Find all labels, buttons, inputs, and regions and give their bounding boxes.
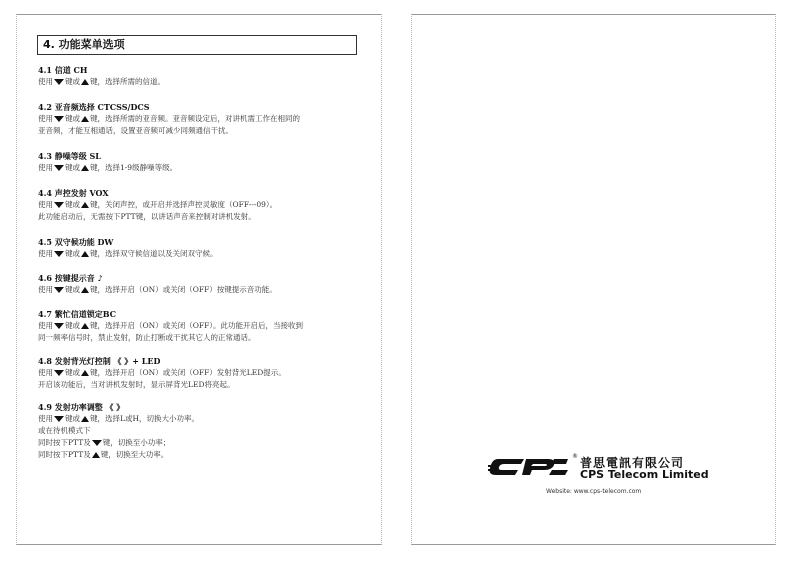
menu-option-description — [38, 379, 368, 391]
triangle-up-key-icon — [81, 416, 89, 422]
menu-option-description — [38, 199, 368, 211]
description-text: 键或 — [65, 368, 80, 377]
triangle-up-key-icon — [81, 323, 89, 329]
description-text: 使用 — [38, 249, 53, 258]
description-text: 开启该功能后，当对讲机发射时，显示屏背光LED将亮起。 — [38, 380, 235, 389]
triangle-down-key-icon — [92, 440, 102, 446]
description-text: 键，选择开启（ON）或关闭（OFF）按键提示音功能。 — [90, 285, 277, 294]
menu-option-description — [38, 332, 368, 344]
menu-option-item — [38, 356, 368, 391]
description-text: 键，关闭声控，或开启并选择声控灵敏度（OFF---09）。 — [90, 200, 278, 209]
brand-name-english: CPS Telecom Limited — [580, 468, 709, 481]
registered-mark: ® — [572, 453, 578, 460]
triangle-down-key-icon — [54, 287, 64, 293]
description-text: 使用 — [38, 163, 53, 172]
description-text: 使用 — [38, 414, 53, 423]
menu-option-item — [38, 273, 368, 296]
description-text: 键或 — [65, 163, 80, 172]
triangle-up-key-icon — [81, 202, 89, 208]
description-text: 键，选择双守候信道以及关闭双守候。 — [90, 249, 218, 258]
triangle-down-key-icon — [54, 416, 64, 422]
description-text: 键，选择开启（ON）或关闭（OFF）发射背光LED提示。 — [90, 368, 286, 377]
menu-option-description — [38, 113, 368, 125]
menu-option-item — [38, 309, 368, 344]
triangle-down-key-icon — [54, 79, 64, 85]
triangle-down-key-icon — [54, 116, 64, 122]
menu-option-item — [38, 151, 368, 174]
description-text: 键，选择1-9级静噪等级。 — [90, 163, 178, 172]
menu-option-heading: 4.5 双守候功能 DW — [38, 237, 114, 247]
menu-option-item — [38, 65, 368, 88]
description-text: 键，选择L或H，切换大小功率。 — [90, 414, 200, 423]
website-text: Website: www.cps-telecom.com — [546, 488, 642, 495]
menu-option-description — [38, 413, 368, 425]
menu-option-heading: 4.6 按键提示音 ♪ — [38, 273, 103, 283]
triangle-down-key-icon — [54, 165, 64, 171]
description-text: 使用 — [38, 200, 53, 209]
description-text: 此功能启动后，无需按下PTT键，以讲话声音来控制对讲机发射。 — [38, 212, 256, 221]
description-text: 键，选择开启（ON）或关闭（OFF）。此功能开启后，当接收到 — [90, 321, 304, 330]
menu-option-description — [38, 211, 368, 223]
menu-option-description — [38, 284, 368, 296]
menu-option-description — [38, 437, 368, 449]
menu-option-heading: 4.4 声控发射 VOX — [38, 188, 109, 198]
description-text: 键或 — [65, 321, 80, 330]
description-text: 使用 — [38, 321, 53, 330]
triangle-down-key-icon — [54, 251, 64, 257]
description-text: 键或 — [65, 77, 80, 86]
menu-option-item — [38, 402, 368, 461]
triangle-up-key-icon — [81, 165, 89, 171]
menu-option-description — [38, 449, 368, 461]
description-text: 键，选择所需的亚音频。亚音频设定后，对讲机需工作在相同的 — [90, 114, 300, 123]
manual-page-right — [411, 14, 776, 545]
description-text: 亚音频，才能互相通话，设置亚音频可减少同频通信干扰。 — [38, 126, 233, 135]
menu-option-item — [38, 188, 368, 223]
menu-option-description — [38, 125, 368, 137]
menu-option-item — [38, 237, 368, 260]
description-text: 使用 — [38, 114, 53, 123]
triangle-up-key-icon — [81, 370, 89, 376]
triangle-up-key-icon — [81, 116, 89, 122]
description-text: 使用 — [38, 368, 53, 377]
menu-options-list — [38, 65, 368, 461]
triangle-down-key-icon — [54, 323, 64, 329]
description-text: 使用 — [38, 77, 53, 86]
menu-option-description — [38, 425, 368, 437]
description-text: 键或 — [65, 114, 80, 123]
description-text: 键或 — [65, 200, 80, 209]
description-text: 同时按下PTT及 — [38, 438, 91, 447]
cps-logo-icon — [488, 453, 568, 481]
manual-page-left — [16, 14, 382, 545]
menu-option-description — [38, 76, 368, 88]
description-text: 键或 — [65, 414, 80, 423]
menu-option-description — [38, 248, 368, 260]
description-text: 使用 — [38, 285, 53, 294]
description-text: 同时按下PTT及 — [38, 450, 91, 459]
description-text: 键或 — [65, 249, 80, 258]
description-text: 键，切换至大功率。 — [100, 450, 169, 459]
menu-option-description — [38, 162, 368, 174]
triangle-up-key-icon — [81, 251, 89, 257]
triangle-up-key-icon — [92, 452, 100, 458]
description-text: 键，切换至小功率； — [102, 438, 171, 447]
menu-option-heading: 4.8 发射背光灯控制 《 》+ LED — [38, 356, 161, 366]
menu-option-description — [38, 367, 368, 379]
menu-option-item — [38, 102, 368, 137]
menu-option-heading: 4.1 信道 CH — [38, 65, 88, 75]
brand-name-chinese: 普思電訊有限公司 — [580, 456, 685, 470]
triangle-up-key-icon — [81, 287, 89, 293]
menu-option-heading: 4.2 亚音频选择 CTCSS/DCS — [38, 102, 150, 112]
triangle-down-key-icon — [54, 202, 64, 208]
triangle-up-key-icon — [81, 79, 89, 85]
description-text: 同一频率信号时，禁止发射，防止打断或干扰其它人的正常通话。 — [38, 333, 256, 342]
triangle-down-key-icon — [54, 370, 64, 376]
menu-option-description — [38, 320, 368, 332]
menu-option-heading: 4.3 静噪等级 SL — [38, 151, 101, 161]
description-text: 键，选择所需的信道。 — [90, 77, 165, 86]
section-title: 4. 功能菜单选项 — [37, 35, 357, 55]
menu-option-heading: 4.7 繁忙信道锁定BC — [38, 309, 116, 319]
description-text: 键或 — [65, 285, 80, 294]
menu-option-heading: 4.9 发射功率调整 《 》 — [38, 402, 125, 412]
description-text: 或在待机模式下 — [38, 426, 91, 435]
